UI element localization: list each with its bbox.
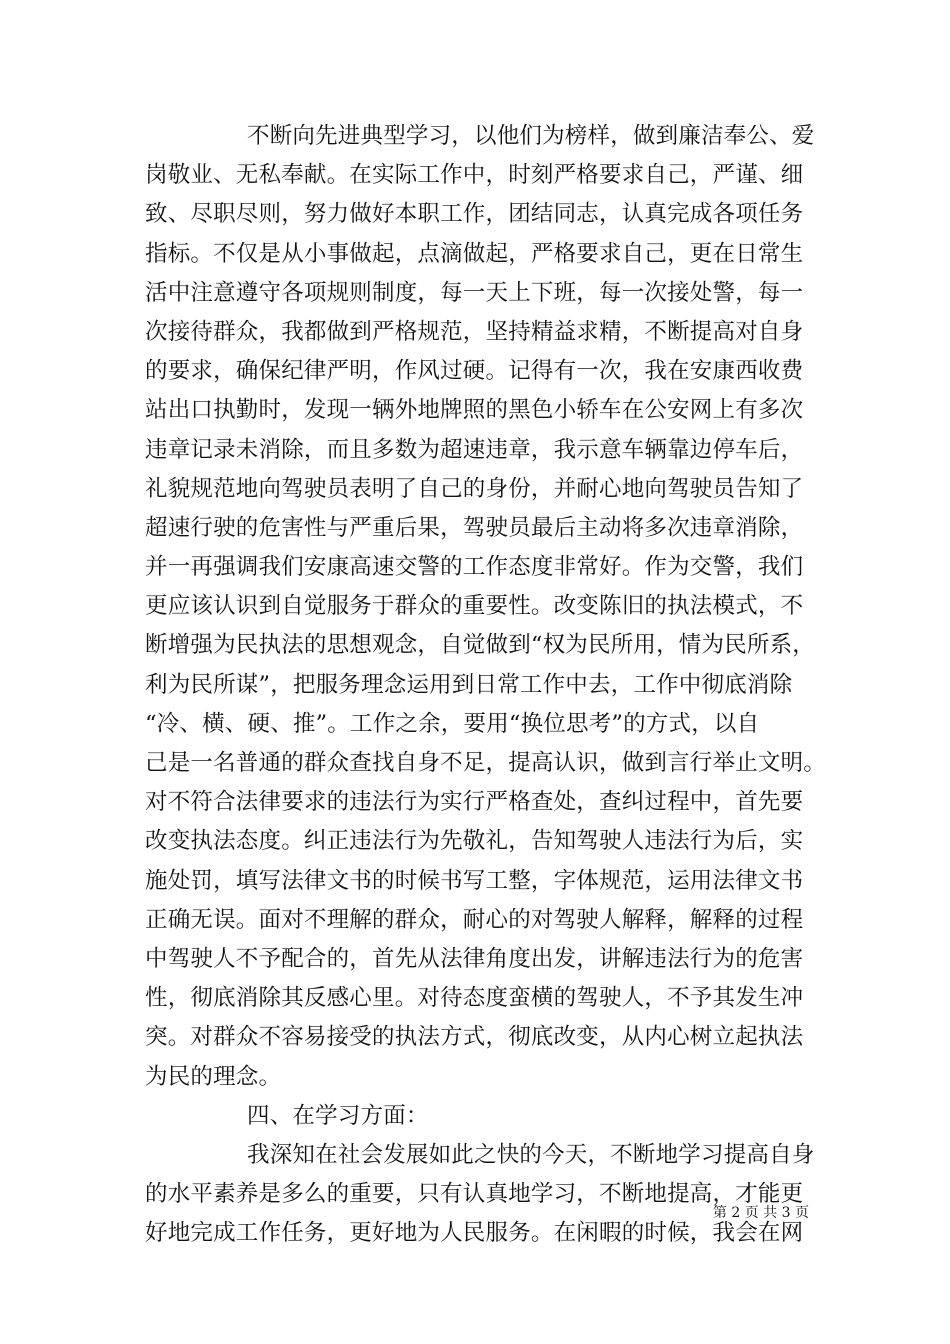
paragraph-line: 更应该认识到自觉服务于群众的重要性。改变陈旧的执法模式，不 (145, 593, 804, 620)
paragraph-line: 为民的理念。 (145, 1063, 282, 1090)
paragraph-line: 岗敬业、无私奉献。在实际工作中，时刻严格要求自己，严谨、细 (145, 162, 804, 189)
paragraph-line: 中驾驶人不予配合的，首先从法律角度出发，讲解违法行为的危害 (145, 945, 804, 972)
paragraph-line: 站出口执勤时，发现一辆外地牌照的黑色小轿车在公安网上有多次 (145, 397, 804, 424)
paragraph-line: 超速行驶的危害性与严重后果，驾驶员最后主动将多次违章消除， (145, 514, 804, 541)
paragraph-line: 改变执法态度。纠正违法行为先敬礼，告知驾驶人违法行为后，实 (145, 828, 804, 855)
paragraph-line: “冷、横、硬、推”。工作之余，要用“换位思考”的方式，以自 (145, 710, 760, 737)
paragraph-line: 活中注意遵守各项规则制度，每一天上下班，每一次接处警，每一 (145, 279, 804, 306)
paragraph-line: 致、尽职尽则，努力做好本职工作，团结同志，认真完成各项任务 (145, 201, 804, 228)
document-body (145, 117, 827, 1253)
paragraph-line: 我深知在社会发展如此之快的今天，不断地学习提高自身 (247, 1141, 815, 1168)
paragraph-line: 指标。不仅是从小事做起，点滴做起，严格要求自己，更在日常生 (145, 240, 804, 267)
paragraph-line: 好地完成工作任务，更好地为人民服务。在闲暇的时候，我会在网 (145, 1220, 804, 1247)
paragraph-line: 正确无误。面对不理解的群众，耐心的对驾驶人解释，解释的过程 (145, 906, 804, 933)
section-heading: 四、在学习方面： (247, 1102, 429, 1129)
paragraph-line: 次接待群众，我都做到严格规范，坚持精益求精，不断提高对自身 (145, 318, 804, 345)
paragraph-line: 己是一名普通的群众查找自身不足，提高认识，做到言行举止文明。 (145, 750, 827, 776)
paragraph-line: 对不符合法律要求的违法行为实行严格查处，查纠过程中，首先要 (145, 789, 804, 816)
paragraph-line: 违章记录未消除，而且多数为超速违章，我示意车辆靠边停车后， (145, 436, 804, 463)
paragraph-line: 礼貌规范地向驾驶员表明了自己的身份，并耐心地向驾驶员告知了 (145, 475, 804, 502)
paragraph-line: 利为民所谋”，把服务理念运用到日常工作中去，工作中彻底消除 (145, 671, 793, 698)
paragraph-line: 施处罚，填写法律文书的时候书写工整，字体规范，运用法律文书 (145, 867, 804, 894)
paragraph-line: 不断向先进典型学习，以他们为榜样，做到廉洁奉公、爱 (247, 123, 815, 149)
paragraph-line: 突。对群众不容易接受的执法方式，彻底改变，从内心树立起执法 (145, 1024, 804, 1051)
paragraph-line: 断增强为民执法的思想观念，自觉做到“权为民所用，情为民所系， (145, 632, 816, 659)
paragraph-line: 性，彻底消除其反感心里。对待态度蛮横的驾驶人，不予其发生冲 (145, 985, 804, 1012)
page-number-footer: 第 2 页 共 3 页 (712, 1205, 809, 1221)
paragraph-line: 并一再强调我们安康高速交警的工作态度非常好。作为交警，我们 (145, 554, 804, 581)
paragraph-line: 的要求，确保纪律严明，作风过硬。记得有一次，我在安康西收费 (145, 358, 804, 385)
paragraph-line: 的水平素养是多么的重要，只有认真地学习，不断地提高，才能更 (145, 1181, 804, 1208)
